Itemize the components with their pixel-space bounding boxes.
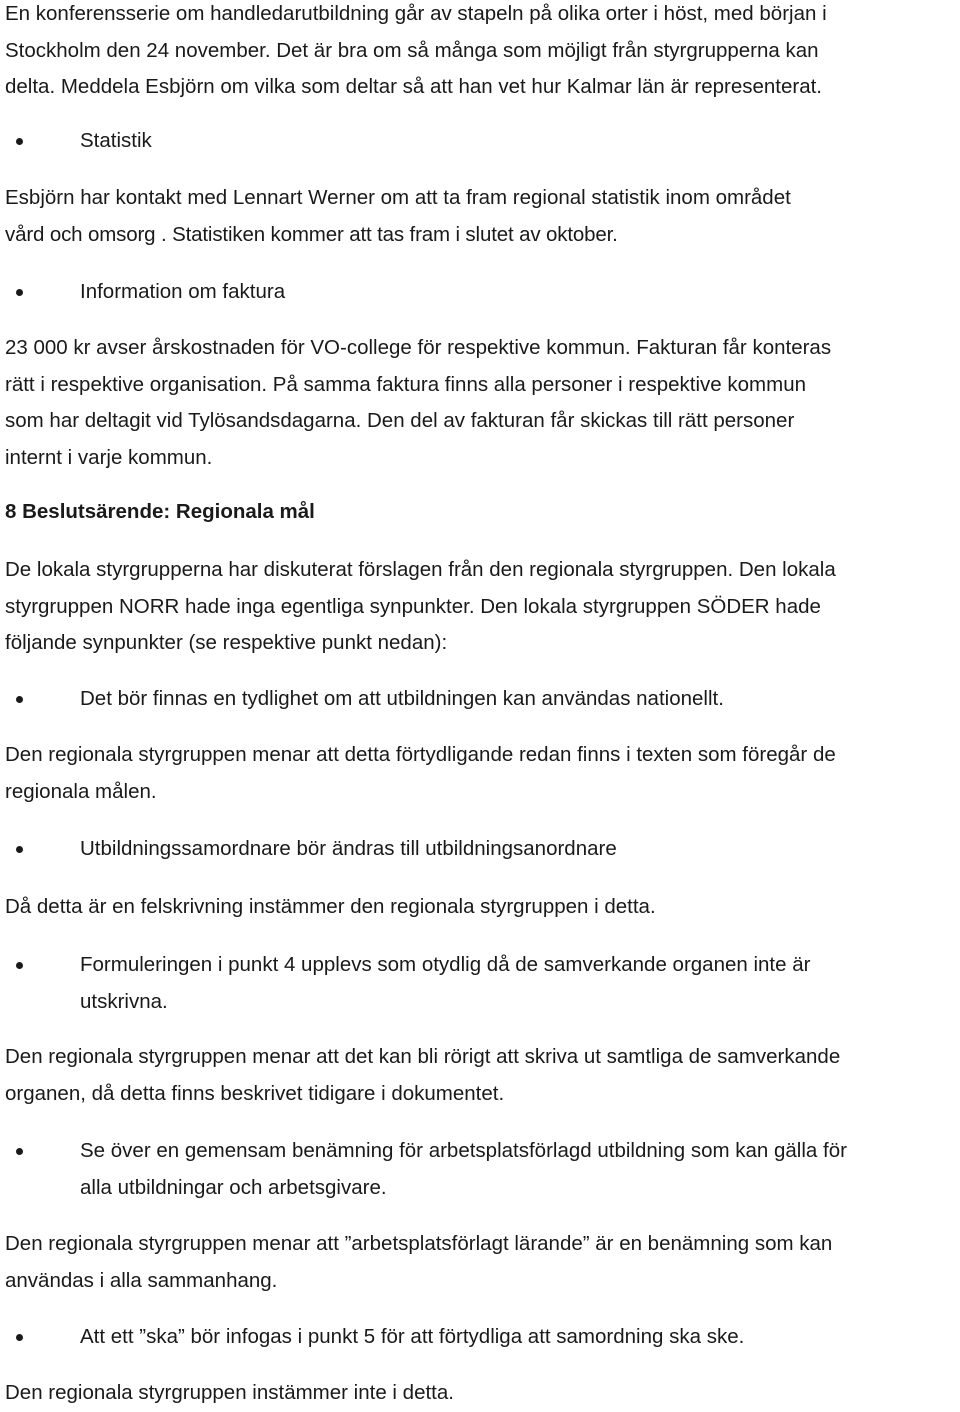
section-heading: 8 Beslutsärende: Regionala mål bbox=[5, 500, 315, 523]
bullet-dot-icon bbox=[16, 1334, 23, 1341]
reply-paragraph-1 bbox=[5, 737, 960, 810]
text-line: styrgruppen NORR hade inga egentliga synpunkter. Den lokala styrgruppen SÖDER hade bbox=[5, 594, 821, 618]
bullet-text: utskrivna. bbox=[80, 989, 168, 1013]
bullet-item-5 bbox=[5, 1319, 957, 1356]
bullet-line bbox=[5, 1133, 957, 1170]
section-intro-paragraph bbox=[5, 552, 957, 662]
bullet-text: Att ett ”ska” bör infogas i punkt 5 för att förtydliga att samordning ska ske. bbox=[80, 1325, 745, 1348]
bullet-item-3 bbox=[5, 947, 957, 1020]
text-line: internt i varje kommun. bbox=[5, 445, 213, 469]
text-line: En konferensserie om handledarutbildning går av stapeln på olika orter i höst, med början i bbox=[5, 2, 827, 25]
bullet-text: Utbildningssamordnare bör ändras till utbildningsanordnare bbox=[80, 837, 617, 860]
text-line: Den regionala styrgruppen menar att detta förtydligande redan finns i texten som föregår de bbox=[5, 743, 836, 766]
text-line: följande synpunkter (se respektive punkt nedan): bbox=[5, 631, 448, 654]
text-line: Stockholm den 24 november. Det är bra om så många som möjligt från styrgrupperna kan bbox=[5, 38, 819, 62]
bullet-dot-icon bbox=[16, 846, 23, 853]
bullet-text: alla utbildningar och arbetsgivare. bbox=[80, 1175, 387, 1199]
text-line: Den regionala styrgruppen menar att ”arbetsplatsförlagt lärande” är en benämning som kan bbox=[5, 1232, 833, 1255]
reply-paragraph-3 bbox=[5, 1039, 960, 1112]
bullet-text: Formuleringen i punkt 4 upplevs som otydlig då de samverkande organen inte är bbox=[80, 953, 811, 976]
text-line: Den regionala styrgruppen instämmer inte i detta. bbox=[5, 1381, 454, 1404]
bullet-text: Det bör finnas en tydlighet om att utbildningen kan användas nationellt. bbox=[80, 687, 724, 710]
text-line: De lokala styrgrupperna har diskuterat förslagen från den regionala styrgruppen. Den lokala bbox=[5, 558, 836, 581]
bullet-line-continued bbox=[5, 984, 957, 1021]
bullet-dot-icon bbox=[16, 962, 23, 969]
bullet-dot-icon bbox=[16, 289, 23, 296]
bullet-line bbox=[5, 947, 957, 984]
bullet-text: Se över en gemensam benämning för arbetsplatsförlagd utbildning som kan gälla för bbox=[80, 1139, 847, 1162]
bullet-label: Statistik bbox=[80, 129, 152, 152]
bullet-dot-icon bbox=[16, 696, 23, 703]
text-line: användas i alla sammanhang. bbox=[5, 1268, 278, 1292]
bullet-line-continued bbox=[5, 1170, 957, 1207]
text-line: regionala målen. bbox=[5, 779, 157, 803]
text-line: 23 000 kr avser årskostnaden för VO-college för respektive kommun. Fakturan får konteras bbox=[5, 336, 832, 359]
text-line: organen, då detta finns beskrivet tidigare i dokumentet. bbox=[5, 1081, 505, 1105]
text-line: Då detta är en felskrivning instämmer den regionala styrgruppen i detta. bbox=[5, 895, 656, 918]
bullet-item-4 bbox=[5, 1133, 957, 1206]
bullet-faktura bbox=[5, 274, 957, 311]
bullet-dot-icon bbox=[16, 1148, 23, 1155]
text-line: delta. Meddela Esbjörn om vilka som deltar så att han vet hur Kalmar län är representerat. bbox=[5, 75, 822, 98]
text-line: rätt i respektive organisation. På samma faktura finns alla personer i respektive kommun bbox=[5, 372, 807, 396]
reply-paragraph-5 bbox=[5, 1375, 957, 1412]
reply-paragraph-4 bbox=[5, 1226, 957, 1299]
bullet-label: Information om faktura bbox=[80, 280, 286, 303]
text-line: vård och omsorg . Statistiken kommer att tas fram i slutet av oktober. bbox=[5, 222, 618, 246]
text-line: Den regionala styrgruppen menar att det kan bli rörigt att skriva ut samtliga de samverkande bbox=[5, 1045, 841, 1068]
bullet-item-1 bbox=[5, 681, 957, 718]
intro-paragraph bbox=[5, 0, 957, 106]
statistik-paragraph bbox=[5, 180, 957, 253]
text-line: Esbjörn har kontakt med Lennart Werner om att ta fram regional statistik inom området bbox=[5, 186, 791, 209]
reply-paragraph-2 bbox=[5, 889, 957, 926]
bullet-dot-icon bbox=[16, 138, 23, 145]
bullet-statistik bbox=[5, 123, 957, 160]
text-line: som har deltagit vid Tylösandsdagarna. Den del av fakturan får skickas till rätt personer bbox=[5, 409, 795, 432]
bullet-item-2 bbox=[5, 831, 957, 868]
faktura-paragraph bbox=[5, 330, 957, 476]
